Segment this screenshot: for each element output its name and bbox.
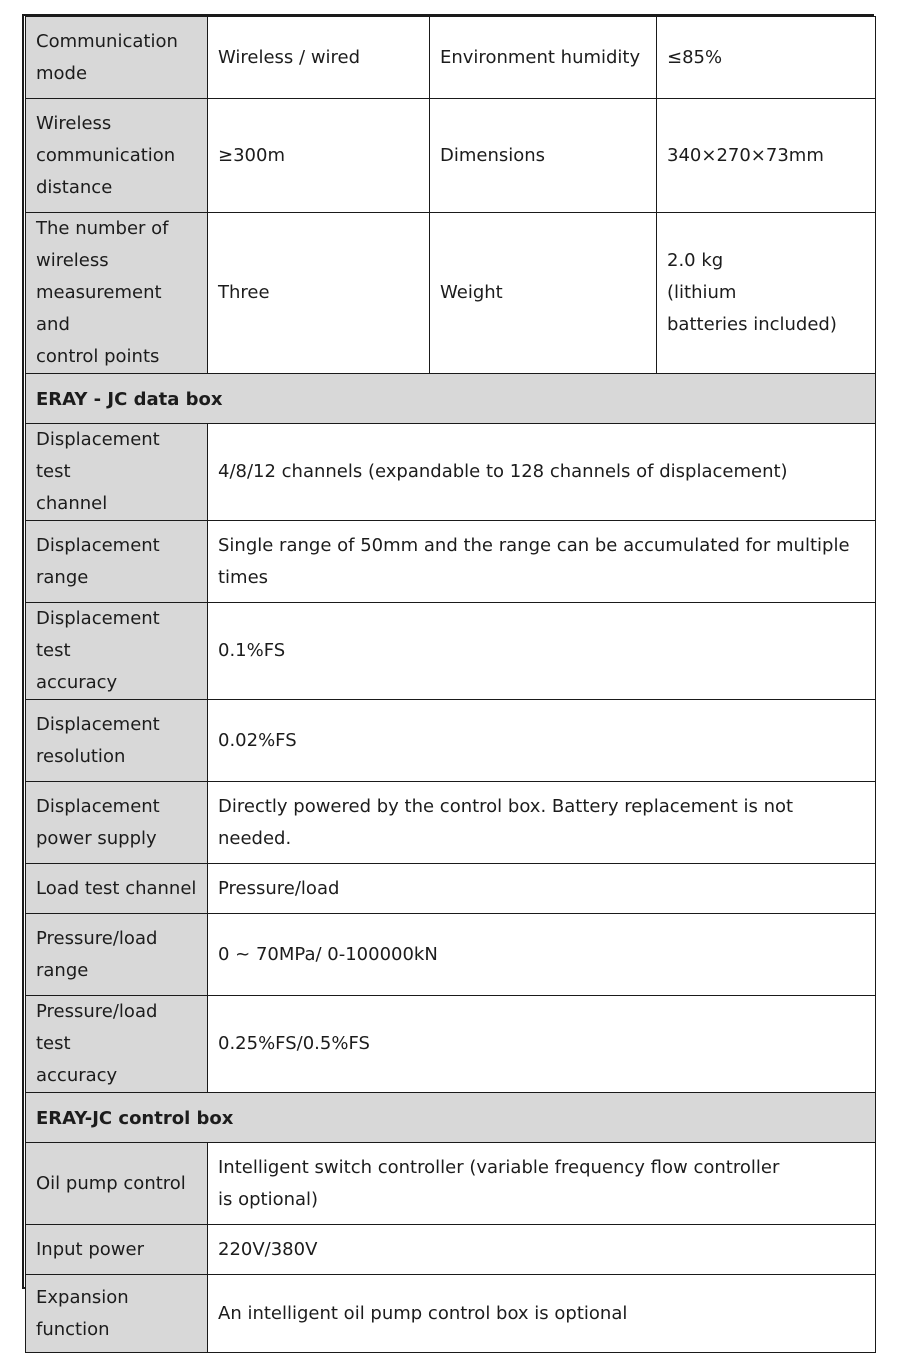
table-row [26,1143,876,1225]
section-header-row [26,1093,876,1143]
spec-label: Communication mode [26,17,208,99]
table-row [26,99,876,213]
table-row [26,17,876,99]
table-row [26,1225,876,1275]
spec-label: Displacement range [26,521,208,603]
spec-label: Load test channel [26,864,208,914]
spec-value: 0.25%FS/0.5%FS [208,996,876,1093]
spec-value: 2.0 kg (lithium batteries included) [657,213,876,374]
spec-label: Weight [430,213,657,374]
table-row [26,782,876,864]
spec-value: 220V/380V [208,1225,876,1275]
spec-label: The number of wireless measurement and control points [26,213,208,374]
spec-value: 0.1%FS [208,603,876,700]
spec-value: 340×270×73mm [657,99,876,213]
spec-value: ≤85% [657,17,876,99]
spec-label: Expansion function [26,1275,208,1353]
spec-label: Displacement test channel [26,424,208,521]
spec-value: Pressure/load [208,864,876,914]
table-row [26,424,876,521]
section-title-data-box: ERAY - JC data box [26,374,876,424]
spec-value: Intelligent switch controller (variable frequency flow controller is optional) [208,1143,876,1225]
spec-label: Oil pump control [26,1143,208,1225]
spec-value: ≥300m [208,99,430,213]
table-row [26,1275,876,1353]
table-row [26,603,876,700]
spec-label: Dimensions [430,99,657,213]
section-header-row [26,374,876,424]
spec-value: Three [208,213,430,374]
spec-value: 4/8/12 channels (expandable to 128 channels of displacement) [208,424,876,521]
spec-value: Wireless / wired [208,17,430,99]
spec-label: Input power [26,1225,208,1275]
spec-table [25,16,876,1353]
section-title-control-box: ERAY-JC control box [26,1093,876,1143]
table-row [26,213,876,374]
spec-label: Wireless communication distance [26,99,208,213]
table-row [26,996,876,1093]
table-row [26,864,876,914]
spec-label: Displacement test accuracy [26,603,208,700]
spec-label: Displacement power supply [26,782,208,864]
spec-value: 0 ~ 70MPa/ 0-100000kN [208,914,876,996]
spec-value: Single range of 50mm and the range can be accumulated for multiple times [208,521,876,603]
table-row [26,914,876,996]
spec-label: Displacement resolution [26,700,208,782]
table-row [26,521,876,603]
spec-value: 0.02%FS [208,700,876,782]
table-row [26,700,876,782]
spec-value: Directly powered by the control box. Battery replacement is not needed. [208,782,876,864]
spec-label: Pressure/load test accuracy [26,996,208,1093]
spec-value: An intelligent oil pump control box is optional [208,1275,876,1353]
spec-label: Pressure/load range [26,914,208,996]
spec-label: Environment humidity [430,17,657,99]
